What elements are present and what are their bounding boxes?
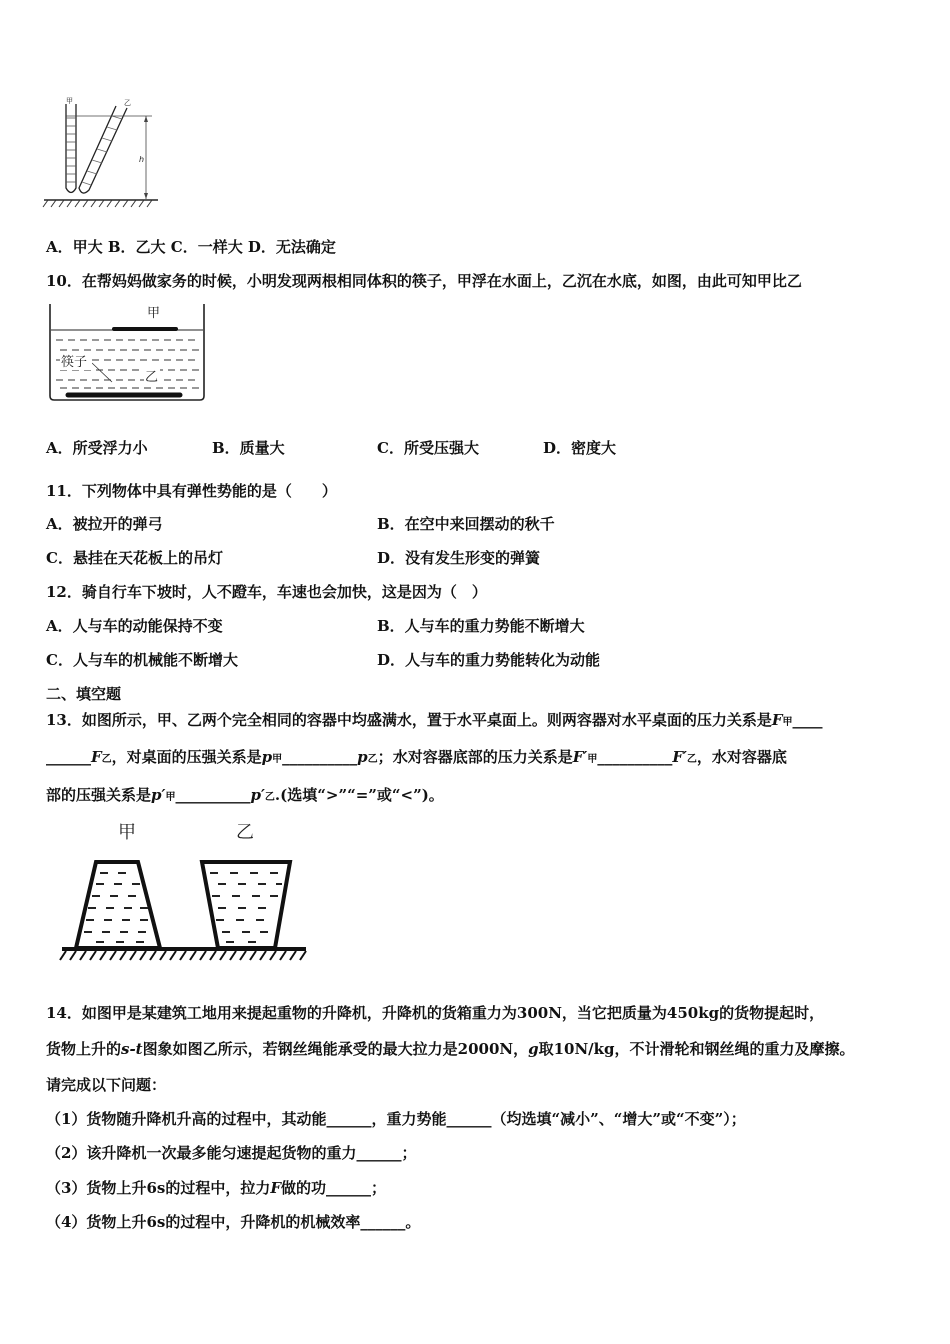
q9-label-h: h — [139, 155, 145, 164]
q9-options: A．甲大 B．乙大 C．一样大 D．无法确定 — [46, 238, 336, 256]
q13-blank-1: ____ — [792, 711, 823, 729]
q11-option-c: C．悬挂在天花板上的吊灯 — [46, 549, 223, 567]
q13-sub-jia4: 甲 — [165, 792, 176, 803]
q13-sub-yi3: 乙 — [686, 754, 697, 765]
q13-line-1 — [46, 709, 823, 730]
q11-option-d: D．没有发生形变的弹簧 — [377, 549, 541, 567]
q13-water-pressure-a: ，水对容器底 — [696, 748, 787, 766]
q13-F2: F — [91, 748, 102, 766]
q13-text-1: 13．如图所示，甲、乙两个完全相同的容器中均盛满水，置于水平桌面上。则两容器对水平桌面的压力关系是 — [46, 711, 772, 729]
q13-blank-3: __________ — [597, 748, 673, 766]
q14-line-2 — [46, 1038, 855, 1059]
q10-option-a: A．所受浮力小 — [46, 439, 148, 457]
q13-p: p — [261, 748, 273, 766]
q13-p2: p — [357, 748, 368, 766]
q14-line-2c: 取10N/kg，不计滑轮和钢丝绳的重力及摩擦。 — [538, 1040, 855, 1058]
q11-option-a: A．被拉开的弹弓 — [46, 515, 163, 533]
q13-line-3 — [46, 784, 444, 805]
q9-label-yi: 乙 — [124, 99, 131, 107]
q9-label-jia: 甲 — [66, 97, 73, 105]
q10-option-d: D．密度大 — [543, 439, 617, 457]
q13-Fp: F′ — [572, 748, 588, 766]
q14-sub-3 — [46, 1177, 386, 1198]
q13-semicolon: ； — [377, 748, 393, 766]
q10-stem: 10．在帮妈妈做家务的时候，小明发现两根相同体积的筷子，甲浮在水面上，乙沉在水底，如图，由此可知甲比乙 — [46, 272, 802, 290]
q14-line-3: 请完成以下问题： — [46, 1076, 167, 1094]
q12-stem: 12．骑自行车下坡时，人不蹬车，车速也会加快，这是因为（ ） — [46, 583, 487, 601]
q13-figure — [56, 818, 312, 970]
q13-blank-2: __________ — [282, 748, 358, 766]
q12-option-a: A．人与车的动能保持不变 — [46, 617, 223, 635]
q10-label-jia: 甲 — [147, 306, 161, 321]
q14-sub-2: （2）该升降机一次最多能匀速提起货物的重力______； — [46, 1144, 417, 1162]
q13-sub-yi4: 乙 — [264, 792, 275, 803]
q13-F: F — [771, 711, 783, 729]
q14-line-2b: 图象如图乙所示，若钢丝绳能承受的最大拉力是2000N， — [142, 1040, 529, 1058]
q14-sub-3a: （3）货物上升6s的过程中，拉力 — [46, 1179, 271, 1197]
section-title: 二、填空题 — [46, 685, 122, 703]
q11-stem: 11．下列物体中具有弹性势能的是（ ） — [46, 482, 337, 500]
q13-water-force: 水对容器底部的压力关系是 — [392, 748, 573, 766]
q13-sub-yi2: 乙 — [367, 754, 378, 765]
q13-sub-jia2: 甲 — [272, 754, 283, 765]
q13-label-yi: 乙 — [236, 822, 254, 843]
q12-option-d: D．人与车的重力势能转化为动能 — [377, 651, 601, 669]
q12-option-b: B．人与车的重力势能不断增大 — [377, 617, 585, 635]
q10-figure — [46, 300, 210, 404]
q13-label-jia: 甲 — [118, 822, 136, 843]
q10-option-b: B．质量大 — [212, 439, 285, 457]
q10-label-yi: 乙 — [145, 370, 159, 385]
q10-option-c: C．所受压强大 — [377, 439, 479, 457]
q13-choice: .(选填“>”“=”或“<”)。 — [274, 786, 444, 804]
q13-blank-4: __________ — [175, 786, 251, 804]
q13-pressure-relation: ，对桌面的压强关系是 — [111, 748, 262, 766]
q14-line-2a: 货物上升的 — [46, 1040, 122, 1058]
q14-sub-4: （4）货物上升6s的过程中，升降机的机械效率______。 — [46, 1213, 421, 1231]
q13-pp2: p′ — [250, 786, 265, 804]
q13-water-pressure-b: 部的压强关系是 — [46, 786, 152, 804]
q13-sub-jia3: 甲 — [587, 754, 598, 765]
q14-sub-1: （1）货物随升降机升高的过程中，其动能______，重力势能______（均选填“减小”、“增大”或“不变”）； — [46, 1110, 746, 1128]
q12-option-c: C．人与车的机械能不断增大 — [46, 651, 238, 669]
q14-sub-3F: F — [270, 1179, 281, 1197]
q11-option-b: B．在空中来回摆动的秋千 — [377, 515, 555, 533]
q13-Fp2: F′ — [672, 748, 687, 766]
q13-sub-jia: 甲 — [782, 717, 793, 728]
q14-sub-3b: 做的功______； — [280, 1179, 386, 1197]
q14-st: s-t — [121, 1040, 143, 1058]
q13-line-2 — [46, 746, 787, 767]
q14-g: g — [528, 1040, 539, 1058]
q13-pp: p′ — [151, 786, 166, 804]
q9-figure — [40, 96, 165, 212]
q13-sub-yi: 乙 — [101, 754, 112, 765]
q14-line-1: 14．如图甲是某建筑工地用来提起重物的升降机，升降机的货箱重力为300N，当它把质量为450kg的货物提起时， — [46, 1004, 825, 1022]
q13-blank-1b: ______ — [46, 748, 91, 766]
q10-label-chopsticks: 筷子 — [61, 355, 88, 370]
